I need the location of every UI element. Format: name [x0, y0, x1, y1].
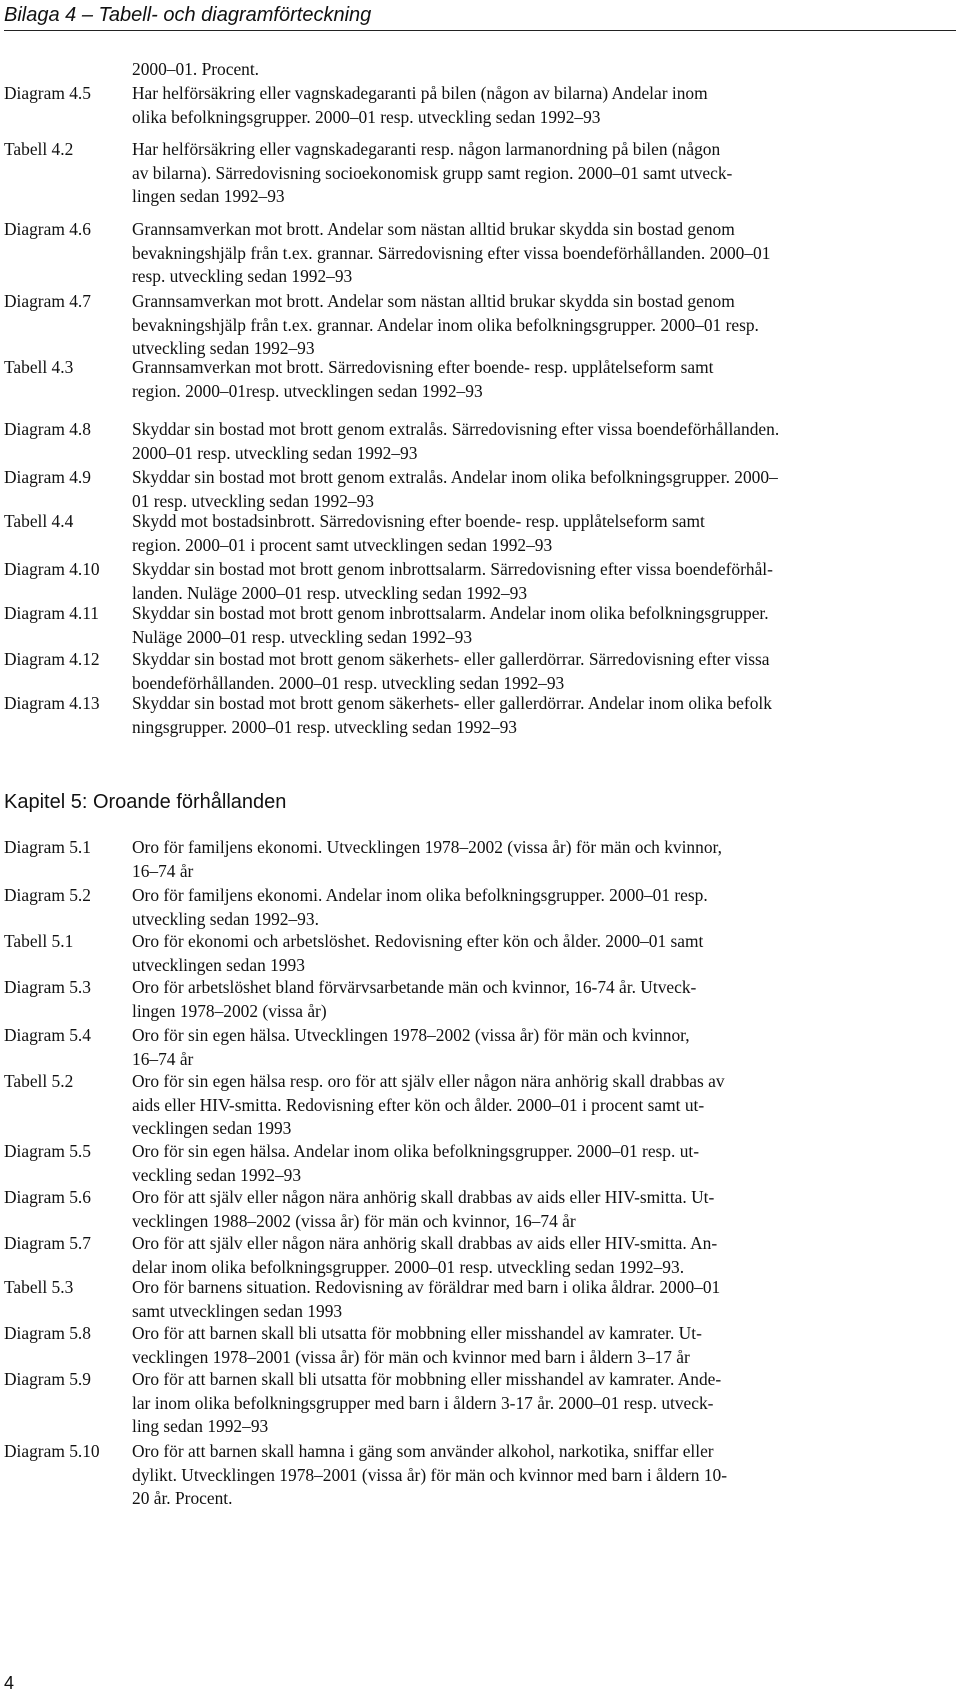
toc-entry-line: 16–74 år [132, 860, 194, 881]
toc-entry-description [132, 218, 952, 289]
toc-entry-description [132, 290, 952, 361]
toc-entry-label: Diagram 5.8 [4, 1323, 91, 1343]
toc-entry-line: Oro för att barnen skall bli utsatta för mobbning eller misshandel av kamrater. Ut- [132, 1323, 702, 1343]
toc-entry-label: Tabell 5.3 [4, 1277, 74, 1297]
toc-entry-line: region. 2000–01 i procent samt utvecklingen sedan 1992–93 [132, 534, 553, 555]
toc-entry-label: Diagram 5.4 [4, 1025, 91, 1045]
toc-entry-line: utvecklingen sedan 1993 [132, 954, 305, 975]
toc-entry-line: 2000–01 resp. utveckling sedan 1992–93 [132, 442, 418, 463]
toc-entry-label: Diagram 4.5 [4, 83, 91, 103]
toc-entry-description [132, 418, 952, 465]
toc-entry-line: Oro för barnens situation. Redovisning av föräldrar med barn i olika åldrar. 2000–01 [132, 1277, 721, 1297]
toc-entry-label: Tabell 4.4 [4, 511, 74, 531]
toc-entry-line: 2000–01. Procent. [132, 59, 260, 79]
toc-entry-description [132, 356, 952, 403]
toc-entry-line: utveckling sedan 1992–93 [132, 338, 315, 359]
toc-entry-line: Oro för att själv eller någon nära anhörig skall drabbas av aids eller HIV-smitta. Ut- [132, 1187, 715, 1207]
toc-entry-line: bevakningshjälp från t.ex. grannar. Särredovisning efter vissa boendeförhållanden. 2000–01 [132, 242, 771, 263]
toc-entry-description [132, 466, 952, 513]
toc-entry-line: utveckling sedan 1992–93. [132, 908, 319, 929]
toc-entry-description [132, 1440, 952, 1511]
toc-entry-line: samt utvecklingen sedan 1993 [132, 1300, 343, 1321]
toc-entry-label: Diagram 5.5 [4, 1141, 91, 1161]
page-header: Bilaga 4 – Tabell- och diagramförteckning [4, 0, 956, 31]
toc-entry-line: vecklingen 1988–2002 (vissa år) för män och kvinnor, 16–74 år [132, 1210, 576, 1231]
toc-entry-line: veckling sedan 1992–93 [132, 1164, 302, 1185]
toc-entry-line: Oro för ekonomi och arbetslöshet. Redovisning efter kön och ålder. 2000–01 samt [132, 931, 704, 951]
toc-entry-line: Skyddar sin bostad mot brott genom extralås. Särredovisning efter vissa boendeförhållanden. [132, 419, 780, 439]
toc-entry-label: Diagram 5.6 [4, 1187, 91, 1207]
toc-entry-label: Tabell 4.2 [4, 139, 74, 159]
toc-entry-line: Skyddar sin bostad mot brott genom inbrottsalarm. Andelar inom olika befolkningsgrupper. [132, 603, 769, 623]
toc-entry-line: landen. Nuläge 2000–01 resp. utveckling sedan 1992–93 [132, 582, 528, 603]
toc-entry-line: Oro för familjens ekonomi. Andelar inom olika befolkningsgrupper. 2000–01 resp. [132, 885, 708, 905]
toc-entry-line: Oro för sin egen hälsa. Andelar inom olika befolkningsgrupper. 2000–01 resp. ut- [132, 1141, 700, 1161]
toc-entry-label: Tabell 4.3 [4, 357, 74, 377]
toc-entry-line: 01 resp. utveckling sedan 1992–93 [132, 490, 374, 511]
toc-entry-line: Skyddar sin bostad mot brott genom inbrottsalarm. Särredovisning efter vissa boendeförhål- [132, 559, 773, 579]
toc-entry-line: 16–74 år [132, 1048, 194, 1069]
toc-entry-label: Diagram 4.6 [4, 219, 91, 239]
toc-entry-label: Diagram 4.11 [4, 603, 99, 623]
toc-entry-line: olika befolkningsgrupper. 2000–01 resp. utveckling sedan 1992–93 [132, 106, 601, 127]
chapter-heading: Kapitel 5: Oroande förhållanden [4, 791, 287, 813]
toc-entry-description [132, 884, 952, 931]
toc-entry-line: Grannsamverkan mot brott. Särredovisning efter boende- resp. upplåtelseform samt [132, 357, 714, 377]
toc-entry-line: aids eller HIV-smitta. Redovisning efter kön och ålder. 2000–01 i procent samt ut- [132, 1094, 705, 1115]
toc-entry-label: Diagram 4.13 [4, 693, 100, 713]
toc-entry-label: Diagram 4.10 [4, 559, 100, 579]
toc-entry-description [132, 692, 952, 739]
toc-entry-line: Oro för familjens ekonomi. Utvecklingen 1978–2002 (vissa år) för män och kvinnor, [132, 837, 722, 857]
toc-entry-line: vecklingen sedan 1993 [132, 1118, 292, 1139]
toc-entry-line: lingen sedan 1992–93 [132, 186, 285, 207]
toc-entry-description [132, 1024, 952, 1071]
toc-entry-line: boendeförhållanden. 2000–01 resp. utveckling sedan 1992–93 [132, 672, 565, 693]
toc-entry-line: lingen 1978–2002 (vissa år) [132, 1000, 327, 1021]
page-number: 4 [4, 1673, 15, 1693]
toc-entry-label: Diagram 5.2 [4, 885, 91, 905]
toc-entry-line: Grannsamverkan mot brott. Andelar som nästan alltid brukar skydda sin bostad genom [132, 291, 735, 311]
toc-entry-line: region. 2000–01resp. utvecklingen sedan 1992–93 [132, 380, 483, 401]
toc-entry-description [132, 976, 952, 1023]
toc-entry-label: Diagram 5.7 [4, 1233, 91, 1253]
toc-entry-line: delar inom olika befolkningsgrupper. 2000–01 resp. utveckling sedan 1992–93. [132, 1256, 685, 1277]
toc-entry-line: Skyddar sin bostad mot brott genom säkerhets- eller gallerdörrar. Särredovisning efter vissa [132, 649, 770, 669]
toc-entry-label: Diagram 5.9 [4, 1369, 91, 1389]
toc-entry-line: Skydd mot bostadsinbrott. Särredovisning efter boende- resp. upplåtelseform samt [132, 511, 705, 531]
toc-entry-description [132, 602, 952, 649]
toc-entry-description [132, 648, 952, 695]
toc-entry-line: Oro för att barnen skall hamna i gäng som använder alkohol, narkotika, sniffar eller [132, 1441, 714, 1461]
toc-entry-line: Nuläge 2000–01 resp. utveckling sedan 1992–93 [132, 626, 473, 647]
toc-entry-description [132, 1322, 952, 1369]
toc-entry-label: Diagram 5.1 [4, 837, 91, 857]
toc-entry-label: Tabell 5.1 [4, 931, 74, 951]
toc-entry-description [132, 1276, 952, 1323]
toc-entry-line: dylikt. Utvecklingen 1978–2001 (vissa år) för män och kvinnor med barn i åldern 10- [132, 1464, 728, 1485]
toc-entry-line: Grannsamverkan mot brott. Andelar som nästan alltid brukar skydda sin bostad genom [132, 219, 735, 239]
toc-entry-line: Har helförsäkring eller vagnskadegaranti på bilen (någon av bilarna) Andelar inom [132, 83, 708, 103]
toc-entry-description [132, 82, 952, 129]
toc-entry-label: Tabell 5.2 [4, 1071, 74, 1091]
toc-entry-line: lar inom olika befolkningsgrupper med barn i åldern 3-17 år. 2000–01 resp. utveck- [132, 1392, 714, 1413]
toc-entry-description [132, 1186, 952, 1233]
toc-entry-description [132, 138, 952, 209]
toc-entry-line: Skyddar sin bostad mot brott genom säkerhets- eller gallerdörrar. Andelar inom olika befolk [132, 693, 772, 713]
toc-entry-label: Diagram 5.3 [4, 977, 91, 997]
toc-entry-description [132, 1070, 952, 1141]
toc-entry-line: Skyddar sin bostad mot brott genom extralås. Andelar inom olika befolkningsgrupper. 2000– [132, 467, 778, 487]
toc-entry-label: Diagram 4.12 [4, 649, 100, 669]
toc-entry-line: Har helförsäkring eller vagnskadegaranti resp. någon larmanordning på bilen (någon [132, 139, 721, 159]
toc-entry-line: Oro för att själv eller någon nära anhörig skall drabbas av aids eller HIV-smitta. An- [132, 1233, 718, 1253]
toc-entry-label: Diagram 4.8 [4, 419, 91, 439]
toc-entry-description [132, 1140, 952, 1187]
toc-entry-description [132, 1232, 952, 1279]
toc-entry-line: vecklingen 1978–2001 (vissa år) för män och kvinnor med barn i åldern 3–17 år [132, 1346, 690, 1367]
toc-entry-description [132, 1368, 952, 1439]
toc-entry-line: Oro för sin egen hälsa resp. oro för att själv eller någon nära anhörig skall drabbas av [132, 1071, 725, 1091]
toc-entry-line: bevakningshjälp från t.ex. grannar. Andelar inom olika befolkningsgrupper. 2000–01 resp. [132, 314, 759, 335]
toc-entry-description [132, 558, 952, 605]
toc-entry-description [132, 510, 952, 557]
toc-entry-description [132, 930, 952, 977]
toc-entry-description [132, 836, 952, 883]
toc-entry-line: ling sedan 1992–93 [132, 1416, 269, 1437]
toc-entry-line: av bilarna). Särredovisning socioekonomisk grupp samt region. 2000–01 samt utveck- [132, 162, 733, 183]
toc-entry-label: Diagram 4.7 [4, 291, 91, 311]
toc-entry-description [132, 58, 952, 82]
toc-entry-line: Oro för att barnen skall bli utsatta för mobbning eller misshandel av kamrater. Ande- [132, 1369, 722, 1389]
toc-entry-line: 20 år. Procent. [132, 1488, 233, 1509]
toc-entry-line: ningsgrupper. 2000–01 resp. utveckling sedan 1992–93 [132, 716, 517, 737]
toc-entry-line: Oro för arbetslöshet bland förvärvsarbetande män och kvinnor, 16-74 år. Utveck- [132, 977, 697, 997]
toc-entry-line: Oro för sin egen hälsa. Utvecklingen 1978–2002 (vissa år) för män och kvinnor, [132, 1025, 690, 1045]
toc-entry-label: Diagram 5.10 [4, 1441, 100, 1461]
toc-entry-line: resp. utveckling sedan 1992–93 [132, 266, 353, 287]
toc-entry-label: Diagram 4.9 [4, 467, 91, 487]
